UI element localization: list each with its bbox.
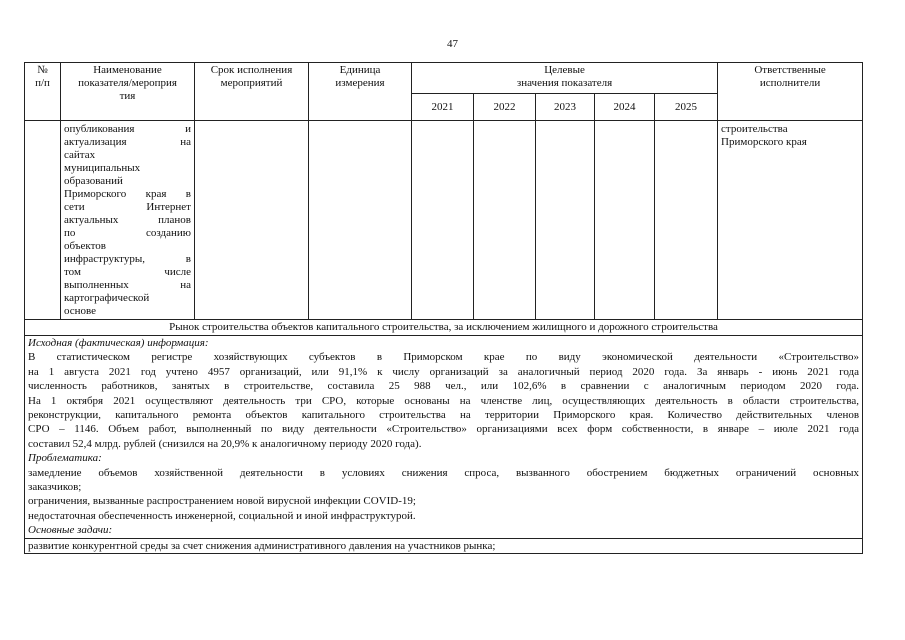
info-line: реконструкции, капитального ремонта объектов капитального строительства на территории Приморского края. Количество действительных членов bbox=[28, 409, 860, 422]
row-2024-cell bbox=[595, 121, 655, 320]
info-line: В статистическом регистре хозяйствующих субъектов в Приморском крае по виду экономической деятельности «Строительство» bbox=[28, 351, 860, 364]
row-name-line: по созданию bbox=[64, 227, 191, 239]
row-name-line: опубликования и bbox=[64, 123, 191, 135]
info-cell bbox=[25, 336, 863, 539]
row-2025-cell bbox=[655, 121, 718, 320]
row-name-line: картографической bbox=[64, 292, 150, 304]
problems-heading: Проблематика: bbox=[28, 452, 102, 465]
header-year-2021: 2021 bbox=[412, 94, 474, 121]
header-unit: Единица измерения bbox=[309, 63, 412, 121]
header-row-1 bbox=[25, 63, 863, 94]
row-name-line: инфраструктуры, в bbox=[64, 253, 191, 265]
header-name: Наименование показателя/мероприя тия bbox=[61, 63, 195, 121]
row-2021-cell bbox=[412, 121, 474, 320]
info-line: численность работников, занятых в строительстве, составила 25 988 чел., или 102,6% в сравнении с аналогичным периодом 2020 года. bbox=[28, 380, 860, 393]
indicators-table bbox=[24, 62, 863, 554]
task-line: развитие конкурентной среды за счет снижения административного давления на участников рынка; bbox=[28, 539, 496, 552]
info-heading: Исходная (фактическая) информация: bbox=[28, 337, 209, 349]
problem-line: замедление объемов хозяйственной деятельности в условиях снижения спроса, вызванного обострением бюджетных ограничений основных bbox=[28, 466, 860, 479]
row-name-line: актуальных планов bbox=[64, 214, 191, 226]
row-deadline-cell bbox=[195, 121, 309, 320]
info-line: СРО – 1146. Объем работ, выполненный по виду деятельности «Строительство» организациями всех форм собственности, в январе – июле 2021 года bbox=[28, 423, 860, 436]
problem-line: недостаточная обеспеченность инженерной, социальной и иной инфраструктурой. bbox=[28, 509, 416, 522]
header-deadline: Срок исполнения мероприятий bbox=[195, 63, 309, 121]
row-name-line: Приморского края в bbox=[64, 188, 191, 200]
page-number: 47 bbox=[447, 38, 458, 50]
row-responsible-cell: строительства Приморского края bbox=[718, 121, 863, 320]
header-responsible: Ответственные исполнители bbox=[718, 63, 863, 121]
header-year-2025: 2025 bbox=[655, 94, 718, 121]
row-num-cell bbox=[25, 121, 61, 320]
row-name-line: том числе bbox=[64, 266, 191, 278]
tasks-cell bbox=[25, 538, 863, 553]
problem-line: ограничения, вызванные распространением новой вирусной инфекции COVID-19; bbox=[28, 495, 416, 508]
table-row bbox=[25, 121, 863, 320]
section-title: Рынок строительства объектов капитального строительства, за исключением жилищного и дорожного строительства bbox=[25, 320, 863, 336]
info-line: На 1 октября 2021 осуществляют деятельность три СРО, которые основаны на членстве лиц, осуществляющих деятельность в области строительства, bbox=[28, 394, 860, 407]
header-year-2022: 2022 bbox=[474, 94, 536, 121]
header-target: Целевые значения показателя bbox=[412, 63, 718, 94]
header-year-2024: 2024 bbox=[595, 94, 655, 121]
tasks-row bbox=[25, 538, 863, 553]
row-name-line: основе bbox=[64, 305, 97, 317]
info-row bbox=[25, 336, 863, 539]
row-name-line: выполненных на bbox=[64, 279, 191, 291]
row-2022-cell bbox=[474, 121, 536, 320]
row-name-line: актуализация на bbox=[64, 136, 191, 148]
row-name-line: сети Интернет bbox=[64, 201, 191, 213]
row-name-line: сайтах bbox=[64, 149, 96, 161]
row-unit-cell bbox=[309, 121, 412, 320]
row-name-cell bbox=[61, 121, 195, 320]
row-2023-cell bbox=[536, 121, 595, 320]
header-year-2023: 2023 bbox=[536, 94, 595, 121]
row-name-line: объектов bbox=[64, 240, 106, 252]
tasks-heading: Основные задачи: bbox=[28, 524, 113, 537]
info-line: на 1 августа 2021 год учтено 4957 организаций, или 91,1% к числу организаций за аналогичный период 2020 года. За январь - июнь 2021 года bbox=[28, 365, 860, 378]
problem-line: заказчиков; bbox=[28, 481, 82, 494]
info-line: составил 52,4 млрд. рублей (снизился на 20,9% к аналогичному периоду 2020 года). bbox=[28, 437, 422, 450]
row-name-line: муниципальных bbox=[64, 162, 141, 174]
section-title-row bbox=[25, 320, 863, 336]
row-name-line: образований bbox=[64, 175, 123, 187]
header-num: № п/п bbox=[25, 63, 61, 121]
